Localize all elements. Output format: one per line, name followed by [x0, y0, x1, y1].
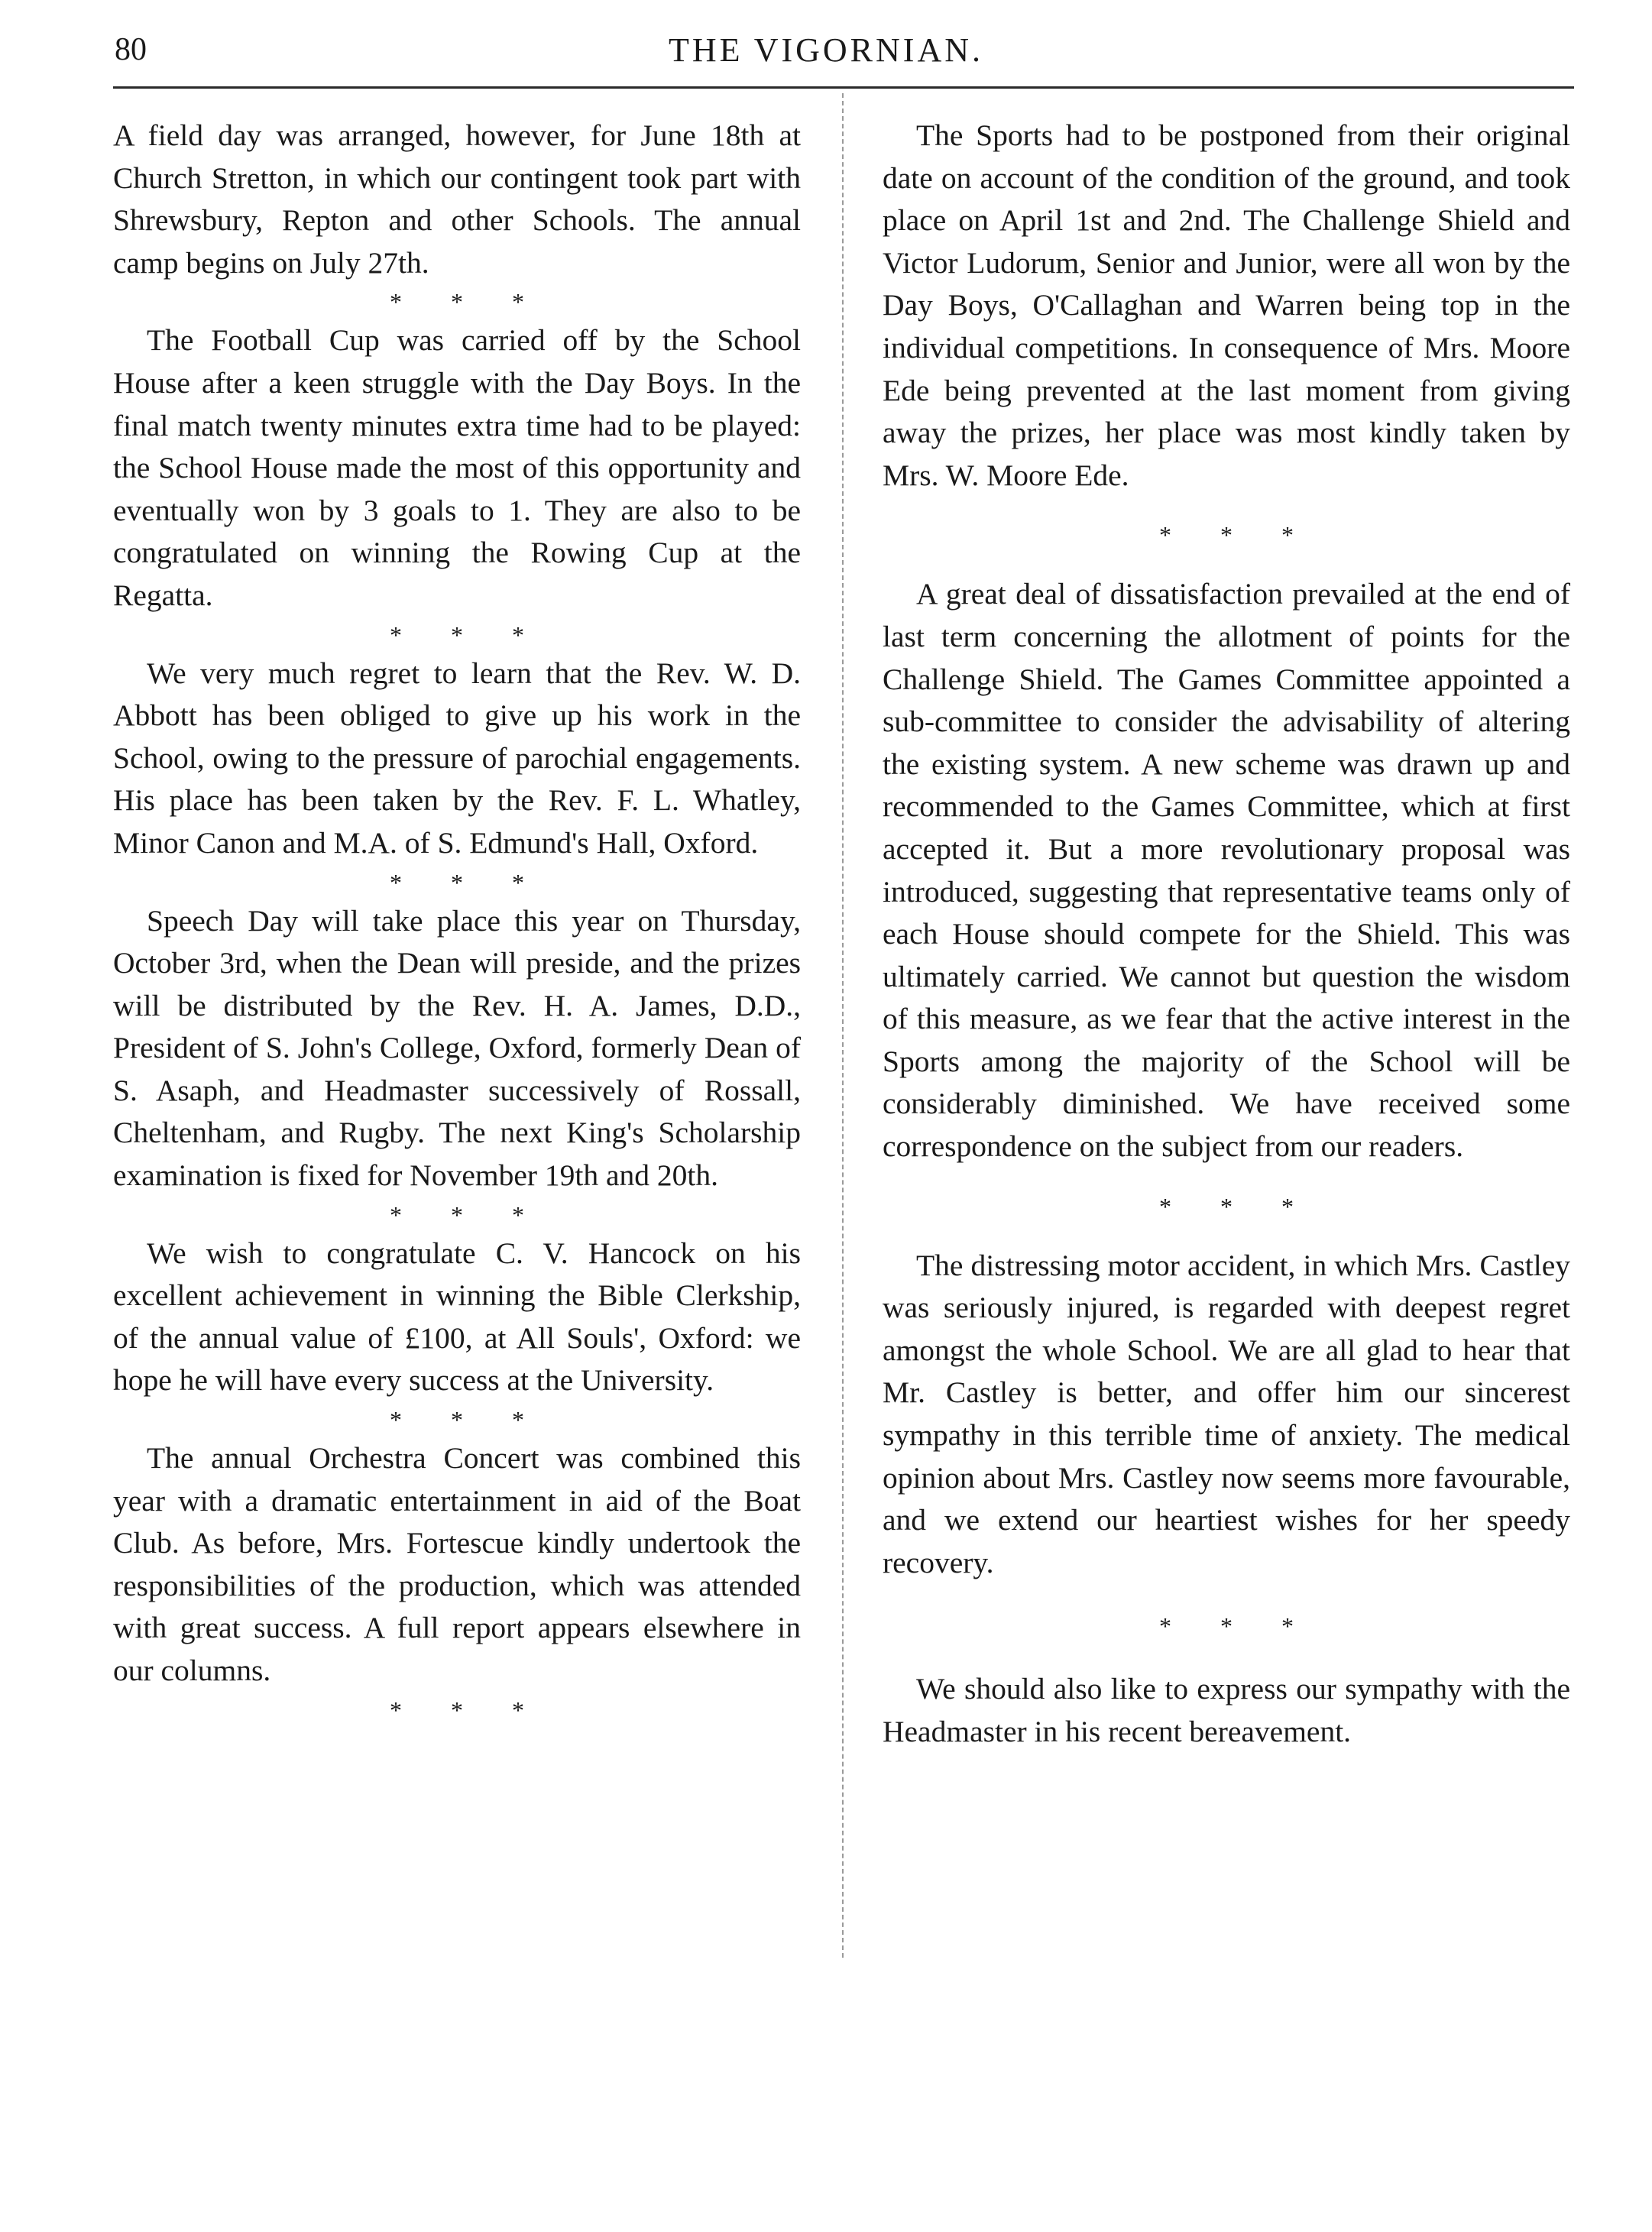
section-separator: * * * [390, 288, 546, 316]
section-separator: * * * [390, 1200, 546, 1229]
paragraph-orchestra-concert: The annual Orchestra Concert was combined this year with a dramatic entertainment in aid of the Boat Club. As before, Mrs. Fortescue kindly undertook the responsibilities of the production, which was attended with great success. A full report appears elsewhere in our columns. [113, 1441, 801, 1687]
paragraph-hancock: We wish to congratulate C. V. Hancock on his excellent achievement in winning the Bible Clerkship, of the annual value of £100, at All Souls', Oxford: we hope he will have every success at the University. [113, 1236, 801, 1398]
left-column [113, 115, 801, 1728]
paragraph-speech-day: Speech Day will take place this year on Thursday, October 3rd, when the Dean will preside, and the prizes will be distributed by the Rev. H. A. James, D.D., President of S. John's College, Oxford, formerly Dean of S. Asaph, and Headmaster successively of Rossall, Cheltenham, and Rugby. The next King's Scholarship examination is fixed for November 19th and 20th. [113, 903, 801, 1193]
running-head: THE VIGORNIAN. [668, 31, 984, 69]
section-separator: * * * [1159, 1192, 1315, 1220]
section-separator: * * * [390, 620, 546, 649]
paragraph-challenge-shield: A great deal of dissatisfaction prevailed at the end of last term concerning the allotment of points for the Challenge Shield. The Games Committee appointed a sub-committee to consider the advisability of altering the existing system. A new scheme was drawn up and recommended to the Games Committee, which at first accepted it. But a more revolutionary proposal was introduced, suggesting that representative teams only of each House should compete for the Shield. This was ultimately carried. We cannot but question the wisdom of this measure, as we fear that the active interest in the Sports among the majority of the School will be considerably diminished. We have received some correspondence on the subject from our readers. [883, 577, 1570, 1164]
section-separator: * * * [390, 868, 546, 896]
column-divider [842, 93, 844, 1958]
section-separator: * * * [390, 1696, 546, 1724]
right-column [883, 115, 1570, 1754]
paragraph-headmaster-sympathy: We should also like to express our sympathy with the Headmaster in his recent bereavement. [883, 1672, 1570, 1748]
paragraph-motor-accident: The distressing motor accident, in which Mrs. Castley was seriously injured, is regarded with deepest regret amongst the whole School. We are all glad to hear that Mr. Castley is better, and offer him our sincerest sympathy in this terrible time of anxiety. The medical opinion about Mrs. Castley now seems more favourable, and we extend our heartiest wishes for her speedy recovery. [883, 1248, 1570, 1579]
paragraph-rev-abbott: We very much regret to learn that the Rev. W. D. Abbott has been obliged to give up his work in the School, owing to the pressure of parochial engagements. His place has been taken by the Rev. F. L. Whatley, Minor Canon and M.A. of S. Edmund's Hall, Oxford. [113, 656, 801, 860]
header-rule [113, 86, 1574, 89]
paragraph-sports: The Sports had to be postponed from their original date on account of the condition of the ground, and took place on April 1st and 2nd. The Challenge Shield and Victor Ludorum, Senior and Junior, were all won by the Day Boys, O'Callaghan and Warren being top in the individual competitions. In consequence of Mrs. Moore Ede being prevented at the last moment from giving away the prizes, her place was most kindly taken by Mrs. W. Moore Ede. [883, 118, 1570, 492]
section-separator: * * * [1159, 521, 1315, 549]
section-separator: * * * [390, 1406, 546, 1434]
section-separator: * * * [1159, 1612, 1315, 1641]
paragraph-field-day: A field day was arranged, however, for June 18th at Church Stretton, in which our contingent took part with Shrewsbury, Repton and other Schools. The annual camp begins on July 27th. [113, 118, 801, 280]
paragraph-football-cup: The Football Cup was carried off by the School House after a keen struggle with the Day Boys. In the final match twenty minutes extra time had to be played: the School House made the most of this opportunity and eventually won by 3 goals to 1. They are also to be congratulated on winning the Rowing Cup at the Regatta. [113, 323, 801, 612]
page-number: 80 [115, 32, 147, 67]
